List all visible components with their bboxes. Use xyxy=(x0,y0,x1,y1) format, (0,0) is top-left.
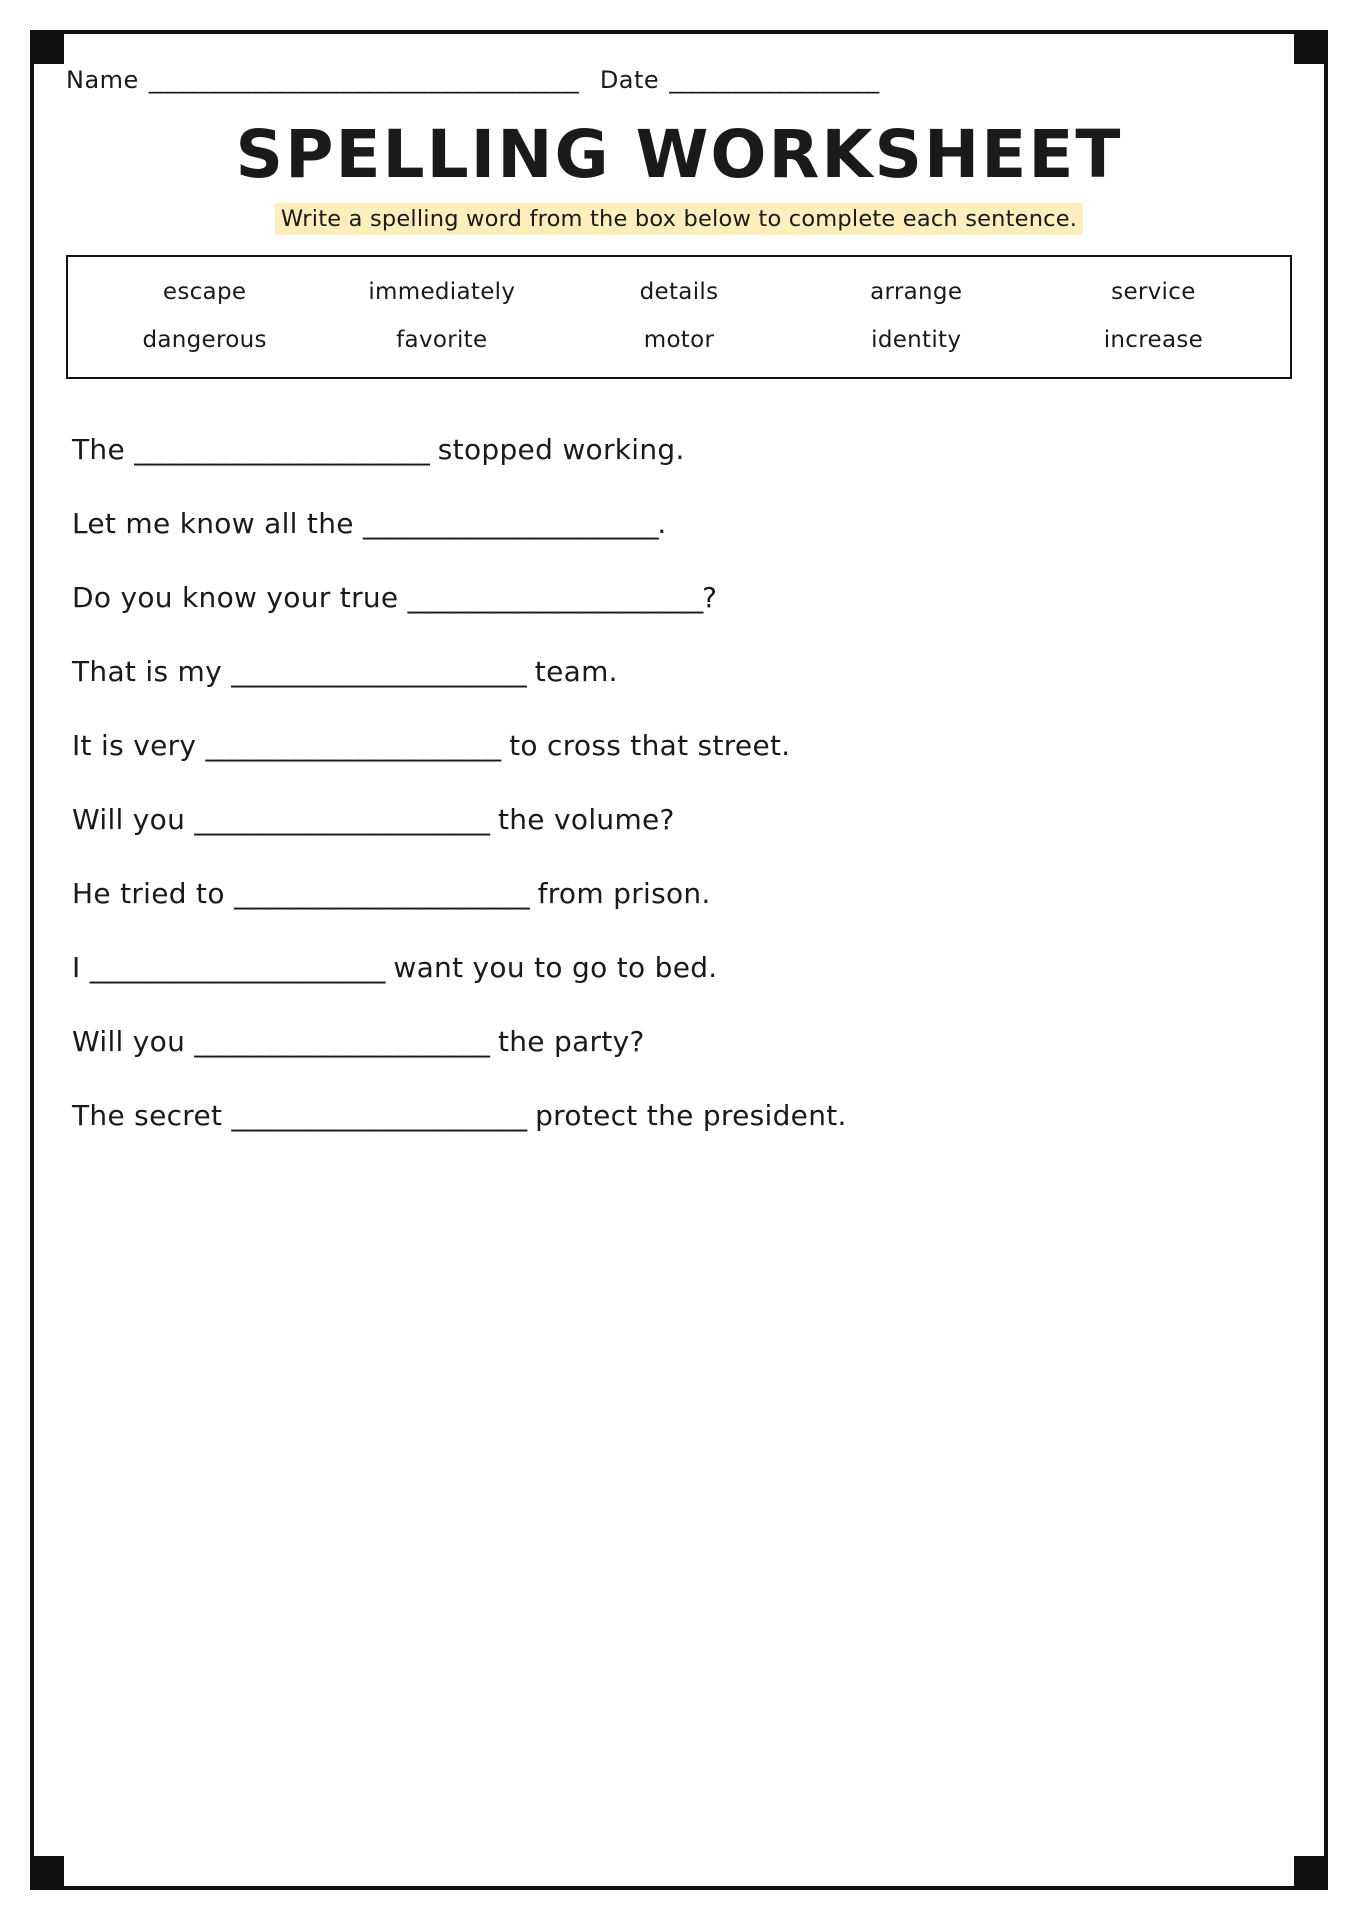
sentence-text-after: ? xyxy=(702,581,718,615)
sentence-text-before: Will you xyxy=(72,803,195,837)
sentence-text-before: Will you xyxy=(72,1025,195,1059)
answer-blank[interactable]: _______________________ xyxy=(231,655,526,689)
sentence-text-before: I xyxy=(72,951,90,985)
answer-blank[interactable]: _______________________ xyxy=(362,507,658,541)
corner-mark-bottom-left xyxy=(30,1856,64,1890)
answer-blank[interactable]: _______________________ xyxy=(231,1099,526,1133)
sentence-text-after: stopped working. xyxy=(428,433,685,467)
word-bank-word[interactable]: service xyxy=(1111,279,1196,306)
word-bank-word[interactable]: favorite xyxy=(396,327,488,354)
corner-mark-top-right xyxy=(1294,30,1328,64)
sentence-item xyxy=(66,1097,1292,1171)
sentence-text-before: That is my xyxy=(72,655,232,689)
sentence-item xyxy=(66,801,1292,875)
word-bank-word[interactable]: arrange xyxy=(870,279,963,306)
instruction-text: Write a spelling word from the box below to complete each sentence. xyxy=(275,203,1083,235)
sentence-text-before: The secret xyxy=(72,1099,232,1133)
word-bank-word[interactable]: escape xyxy=(162,279,247,306)
word-bank-word[interactable]: immediately xyxy=(368,279,516,306)
answer-blank[interactable]: _______________________ xyxy=(194,803,489,837)
word-bank-row xyxy=(86,327,1272,353)
date-write-line[interactable]: ___________________ xyxy=(669,66,879,94)
word-bank-word[interactable]: motor xyxy=(643,327,715,354)
sentence-list xyxy=(66,431,1292,1171)
sentence-item xyxy=(66,949,1292,1023)
date-label: Date xyxy=(599,66,660,94)
sentence-text-before: He tried to xyxy=(72,877,234,911)
sentence-item xyxy=(66,653,1292,727)
corner-mark-bottom-right xyxy=(1294,1856,1328,1890)
name-label: Name xyxy=(66,66,139,94)
word-bank-word[interactable]: dangerous xyxy=(142,327,267,354)
sentence-text-after: the party? xyxy=(488,1025,645,1059)
sentence-item xyxy=(66,875,1292,949)
sentence-text-before: It is very xyxy=(72,729,206,763)
sentence-text-after: want you to go to bed. xyxy=(384,951,718,985)
sentence-item xyxy=(66,505,1292,579)
sentence-item xyxy=(66,1023,1292,1097)
word-bank-word[interactable]: details xyxy=(639,279,719,306)
sentence-text-after: the volume? xyxy=(488,803,675,837)
answer-blank[interactable]: _______________________ xyxy=(233,877,529,911)
answer-blank[interactable]: _______________________ xyxy=(205,729,500,763)
sentence-text-after: . xyxy=(657,507,667,541)
word-bank xyxy=(66,255,1292,379)
word-bank-word[interactable]: identity xyxy=(871,327,962,354)
sentence-text-before: The xyxy=(72,433,135,467)
answer-blank[interactable]: _______________________ xyxy=(407,581,703,615)
answer-blank[interactable]: _______________________ xyxy=(89,951,385,985)
instruction-row xyxy=(66,203,1292,235)
name-write-line[interactable]: _______________________________________ xyxy=(148,66,578,94)
page-title: SPELLING WORKSHEET xyxy=(235,116,1123,193)
sentence-item xyxy=(66,727,1292,801)
answer-blank[interactable]: _______________________ xyxy=(194,1025,489,1059)
sentence-item xyxy=(66,431,1292,505)
sentence-text-after: team. xyxy=(525,655,618,689)
name-date-row xyxy=(66,66,1292,94)
sentence-text-before: Do you know your true xyxy=(72,581,408,615)
corner-mark-top-left xyxy=(30,30,64,64)
sentence-text-after: protect the president. xyxy=(525,1099,847,1133)
word-bank-row xyxy=(86,279,1272,305)
sentence-text-after: from prison. xyxy=(528,877,711,911)
word-bank-word[interactable]: increase xyxy=(1103,327,1204,354)
sentence-text-before: Let me know all the xyxy=(72,507,363,541)
sentence-item xyxy=(66,579,1292,653)
sentence-text-after: to cross that street. xyxy=(499,729,791,763)
answer-blank[interactable]: _______________________ xyxy=(134,433,429,467)
worksheet-content xyxy=(66,62,1292,1858)
